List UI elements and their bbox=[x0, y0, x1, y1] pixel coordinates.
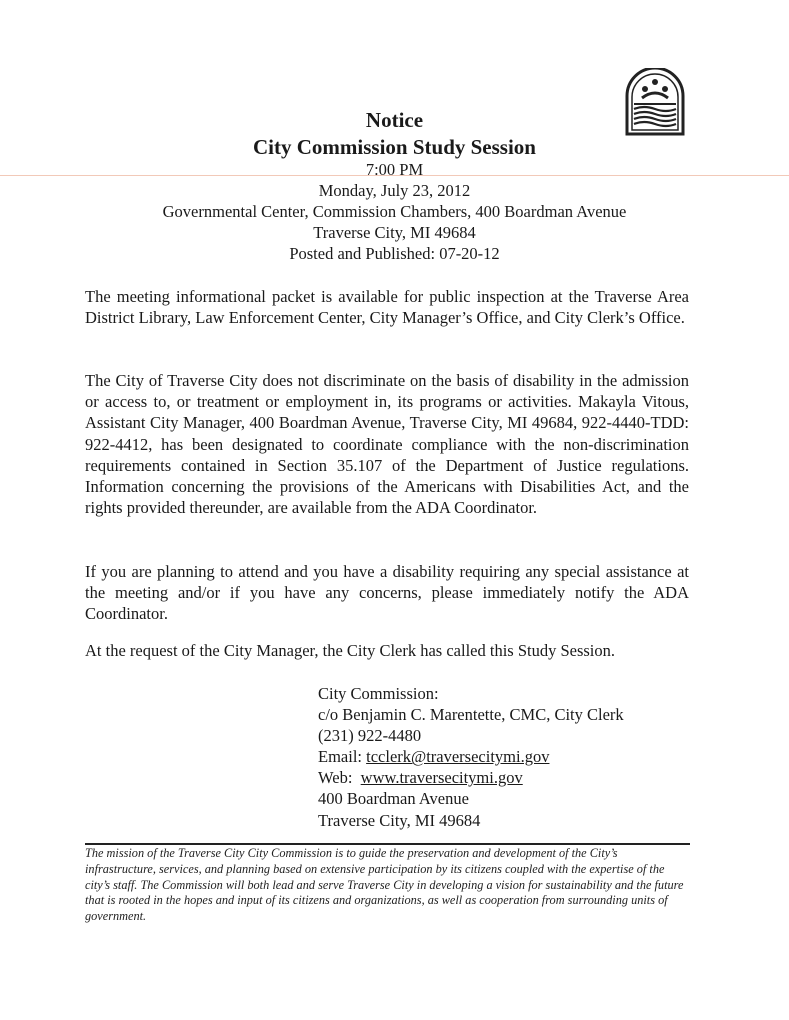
contact-city: Traverse City, MI 49684 bbox=[318, 810, 481, 830]
contact-phone: (231) 922-4480 bbox=[318, 726, 422, 746]
packet-paragraph: The meeting informational packet is available for public inspection at the Traverse Area District Library, Law Enforcement Center, City Manager’s Office, and City Clerk’s Office. bbox=[85, 287, 689, 328]
contact-street: 400 Boardman Avenue bbox=[318, 789, 469, 809]
session-title: City Commission Study Session bbox=[253, 135, 536, 159]
request-paragraph: At the request of the City Manager, the City Clerk has called this Study Session. bbox=[85, 641, 616, 660]
web-link[interactable]: www.traversecitymi.gov bbox=[360, 768, 523, 788]
web-label: Web: bbox=[318, 768, 361, 788]
meeting-time: 7:00 PM bbox=[365, 160, 424, 179]
contact-email-row bbox=[318, 746, 624, 767]
ada-paragraph: The City of Traverse City does not discriminate on the basis of disability in the admission or access to, or treatment or employment in, its programs or activities. Makayla Vitous, Assistant City Manager, 400 Boardman Avenue, Traverse City, MI 49684, 922-4440-TDD: 922-4412, has been designated to coordinate compliance with the non-discrimination requirements contained in Section 35.107 of the Department of Justice regulations. Information concerning the provisions of the Americans with Disabilities Act, and the rights provided thereunder, are available from the ADA Coordinator. bbox=[85, 371, 689, 518]
email-label: Email: bbox=[318, 747, 367, 767]
contact-web-row bbox=[318, 767, 624, 788]
posted-date: Posted and Published: 07-20-12 bbox=[289, 244, 500, 263]
contact-clerk: c/o Benjamin C. Marentette, CMC, City Clerk bbox=[318, 705, 624, 725]
meeting-location: Governmental Center, Commission Chambers, 400 Boardman Avenue bbox=[162, 202, 627, 221]
meeting-date: Monday, July 23, 2012 bbox=[318, 181, 471, 200]
contact-block bbox=[318, 683, 624, 831]
assistance-paragraph: If you are planning to attend and you have a disability requiring any special assistance at the meeting and/or if you have any concerns, please immediately notify the ADA Coordinator. bbox=[85, 562, 689, 624]
meeting-city: Traverse City, MI 49684 bbox=[313, 223, 476, 242]
contact-heading: City Commission: bbox=[318, 684, 439, 703]
notice-header bbox=[0, 107, 789, 264]
mission-statement: The mission of the Traverse City City Commission is to guide the preservation and development of the City’s infrastructure, services, and planning based on extensive participation by its citizens coupled with the expertise of the city’s staff. The Commission will both lead and serve Traverse City in developing a vision for sustainability and the future that is rooted in the hopes and input of its citizens and organizations, as well as cooperation from surrounding units of government. bbox=[85, 846, 684, 924]
email-link[interactable]: tcclerk@traversecitymi.gov bbox=[366, 747, 550, 767]
notice-title: Notice bbox=[365, 108, 424, 132]
divider-line bbox=[85, 843, 690, 845]
